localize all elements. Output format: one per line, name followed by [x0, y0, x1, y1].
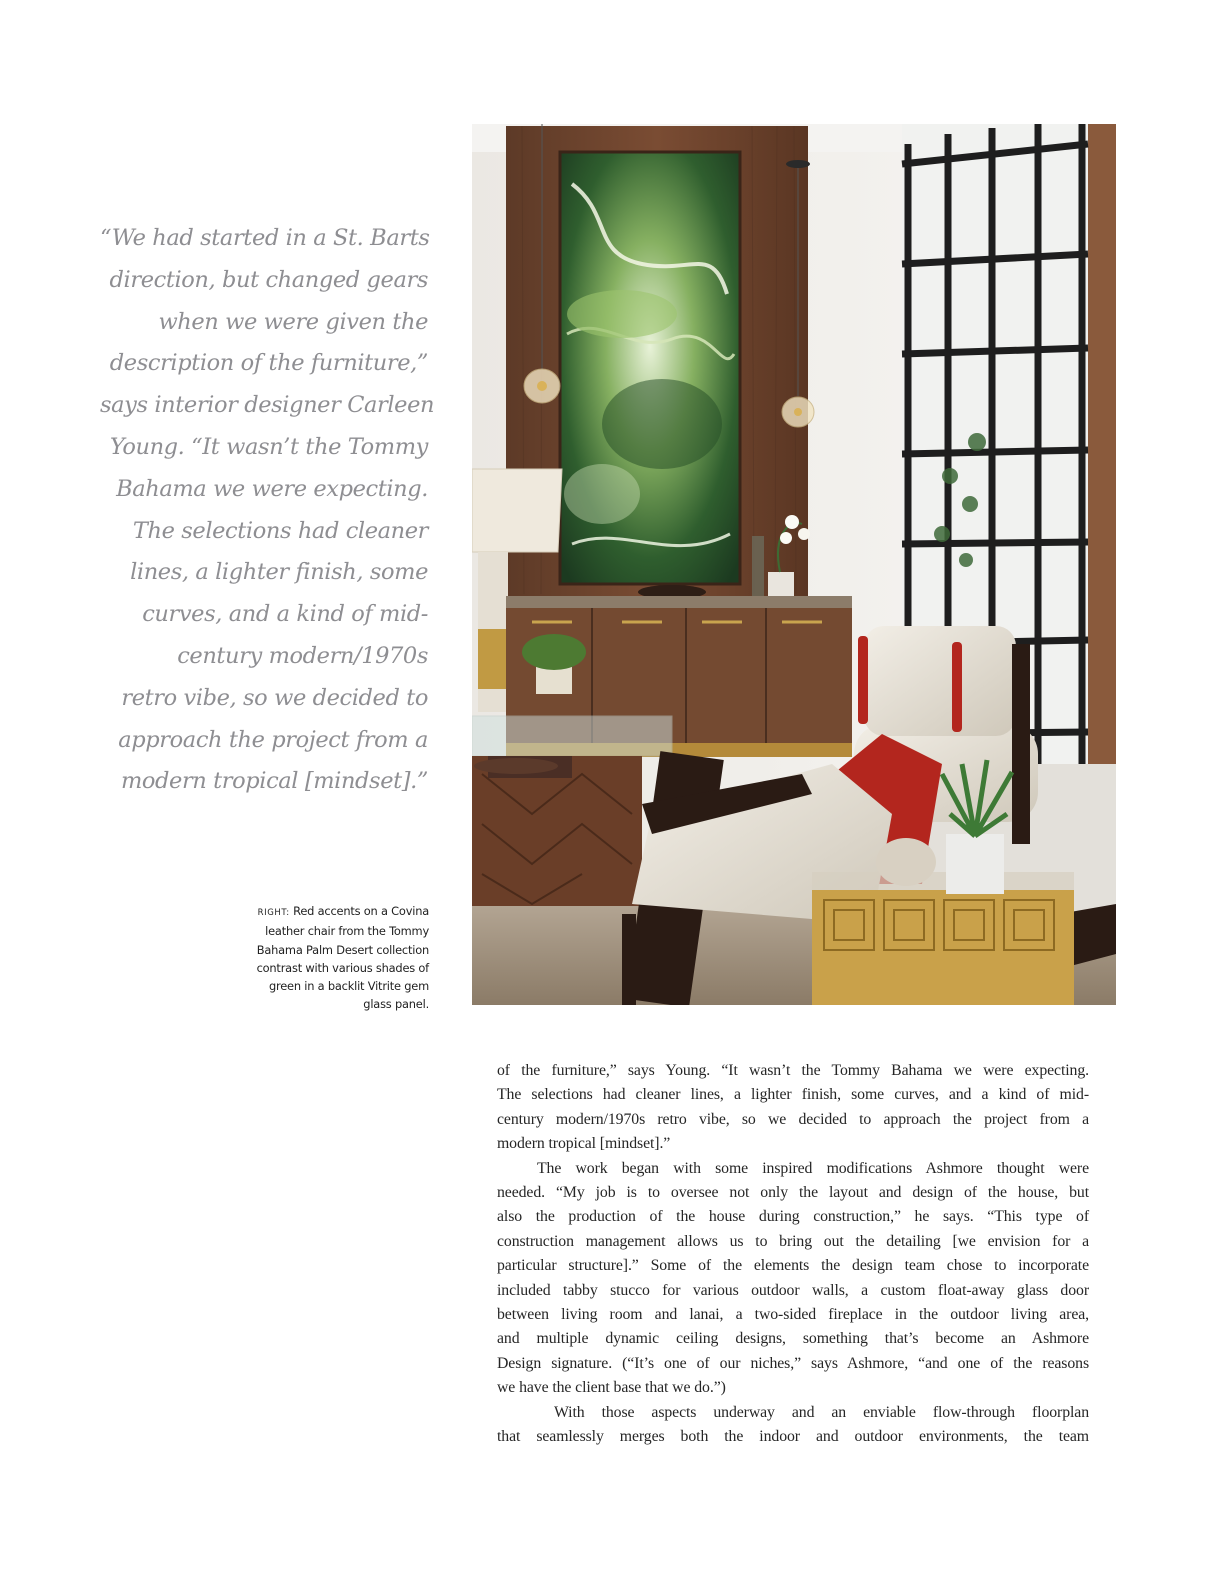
- body-line: we have the client base that we do.”): [497, 1379, 726, 1397]
- body-text: [497, 1059, 1089, 1450]
- body-line: century modern/1970s retro vibe, so we decided to approach the project from a: [497, 1110, 1089, 1128]
- body-line: needed. “My job is to oversee not only the layout and design of the house, but: [497, 1184, 1089, 1202]
- caption-line: green in a backlit Vitrite gem: [268, 979, 429, 994]
- body-line: and multiple dynamic ceiling designs, something that’s become an Ashmore: [497, 1330, 1089, 1348]
- pull-quote-line: when we were given the: [158, 308, 428, 335]
- pull-quote-line: lines, a lighter finish, some: [130, 559, 428, 586]
- caption-line: Red accents on a Covina: [293, 904, 429, 918]
- body-line: The selections had cleaner lines, a lighter finish, some curves, and a kind of mid-: [497, 1086, 1089, 1104]
- decor-bottle: [752, 536, 764, 596]
- interior-photo: [472, 124, 1116, 1005]
- caption-line: contrast with various shades of: [256, 960, 429, 975]
- pull-quote-line: Bahama we were expecting.: [116, 475, 428, 502]
- photo-caption: [226, 902, 429, 1014]
- pull-quote: [100, 218, 435, 803]
- body-line: modern tropical [mindset].”: [497, 1135, 671, 1153]
- caption-line: glass panel.: [363, 997, 429, 1012]
- pull-quote-line: century modern/1970s: [177, 642, 428, 669]
- pull-quote-line: description of the furniture,”: [109, 350, 428, 377]
- right-column: [1088, 124, 1116, 824]
- body-line: included tabby stucco for various outdoor walls, a custom float-away glass door: [497, 1281, 1089, 1299]
- body-line: between living room and lanai, a two-sided fireplace in the outdoor living area,: [497, 1306, 1089, 1324]
- body-line: construction management allows us to bring out the detailing [we envision for a: [497, 1232, 1089, 1250]
- pull-quote-line: says interior designer Carleen: [100, 392, 435, 419]
- pull-quote-line: curves, and a kind of mid-: [142, 601, 428, 628]
- pull-quote-line: The selections had cleaner: [132, 517, 428, 544]
- body-line: particular structure].” Some of the elements the design team chose to incorporate: [497, 1257, 1089, 1275]
- pull-quote-line: direction, but changed gears: [109, 266, 428, 293]
- pull-quote-line: approach the project from a: [118, 726, 428, 753]
- book: [474, 758, 558, 774]
- body-line: also the production of the house during construction,” he says. “This type of: [497, 1208, 1089, 1226]
- body-line: of the furniture,” says Young. “It wasn’t the Tommy Bahama we were expecting.: [497, 1062, 1089, 1079]
- body-line: With those aspects underway and an enviable flow-through floorplan: [554, 1403, 1089, 1421]
- body-line: The work began with some inspired modifications Ashmore thought were: [537, 1159, 1089, 1177]
- caption-label: RIGHT:: [257, 908, 290, 918]
- body-line: Design signature. (“It’s one of our niches,” says Ashmore, “and one of the reasons: [497, 1354, 1089, 1372]
- caption-line: Bahama Palm Desert collection: [256, 942, 429, 957]
- pull-quote-line: “We had started in a St. Barts: [100, 225, 430, 251]
- pull-quote-line: retro vibe, so we decided to: [121, 684, 428, 711]
- credenza-top: [506, 596, 852, 608]
- pull-quote-line: modern tropical [mindset].”: [120, 768, 428, 795]
- caption-line: leather chair from the Tommy: [265, 924, 429, 939]
- pull-quote-line: Young. “It wasn’t the Tommy: [109, 433, 428, 460]
- body-line: that seamlessly merges both the indoor and outdoor environments, the team: [497, 1428, 1089, 1446]
